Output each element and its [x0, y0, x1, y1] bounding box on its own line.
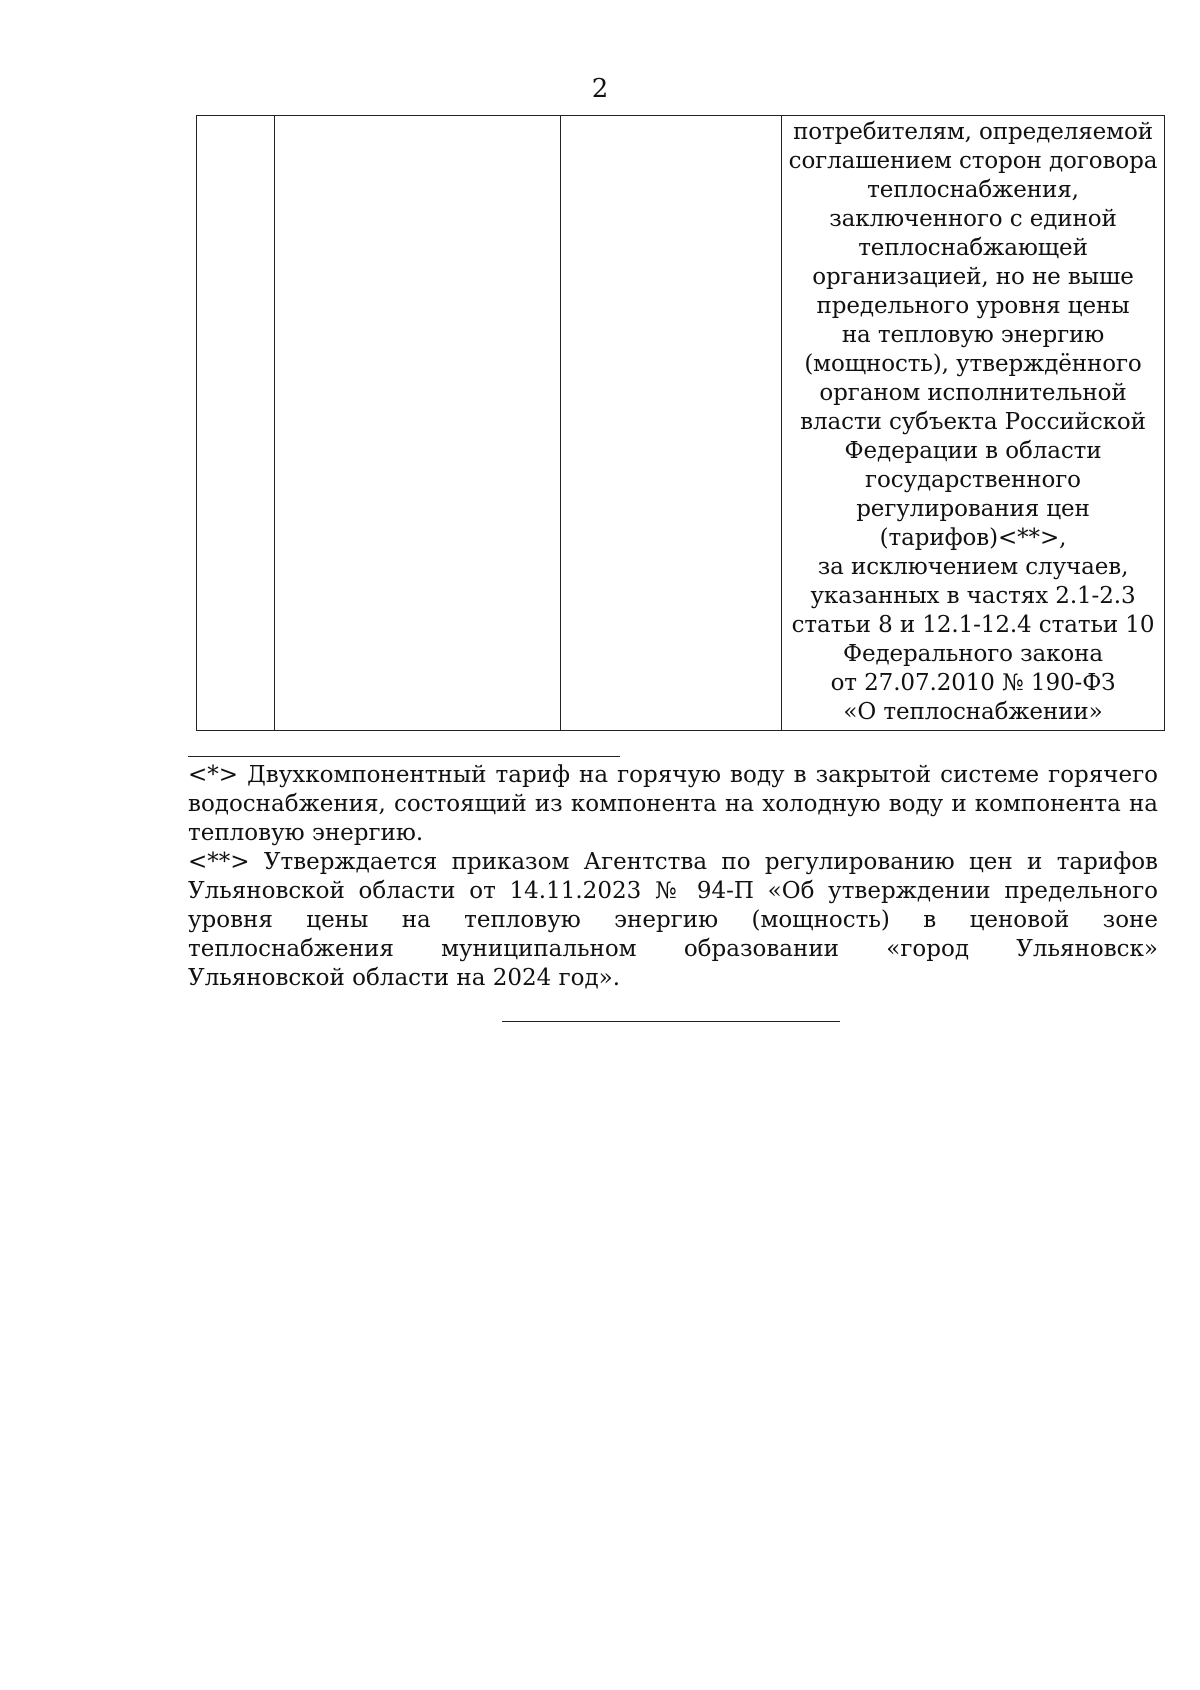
tariff-table: [196, 115, 1165, 731]
table-cell-number: [197, 116, 275, 731]
footnote-double-star: <**> Утверждается приказом Агентства по регулированию цен и тарифов Ульяновской области от 14.11.2023 № 94-П «Об утверждении предельного уровня цены на тепловую энергию (мощность) в ценовой зоне теплоснабжения муниципальном образовании «город Ульяновск» Ульяновской области на 2024 год».: [188, 849, 1158, 991]
table-cell-note-text: потребителям, определяемой соглашением сторон договора теплоснабжения, заключенного с единой теплоснабжающей организацией, но не выше предельного уровня цены на тепловую энергию (мощность), утверждённого органом исполнительной власти субъекта Российской Федерации в области государственного регулирования цен (тарифов)<**>, за исключением случаев, указанных в частях 2.1-2.3 статьи 8 и 12.1-12.4 статьи 10 Федерального закона от 27.07.2010 № 190-ФЗ «О теплоснабжении»: [788, 119, 1158, 725]
footnote-single-star: <*> Двухкомпонентный тариф на горячую воду в закрытой системе горячего водоснабжения, состоящий из компонента на холодную воду и компонента на тепловую энергию.: [188, 762, 1158, 846]
page-number: 2: [591, 74, 609, 104]
table-row: [197, 116, 1165, 731]
table-cell-value: [561, 116, 782, 731]
table-cell-name: [275, 116, 561, 731]
table-cell-note: [782, 116, 1165, 731]
footnote-separator: [188, 756, 620, 757]
document-end-rule: [502, 1021, 840, 1022]
